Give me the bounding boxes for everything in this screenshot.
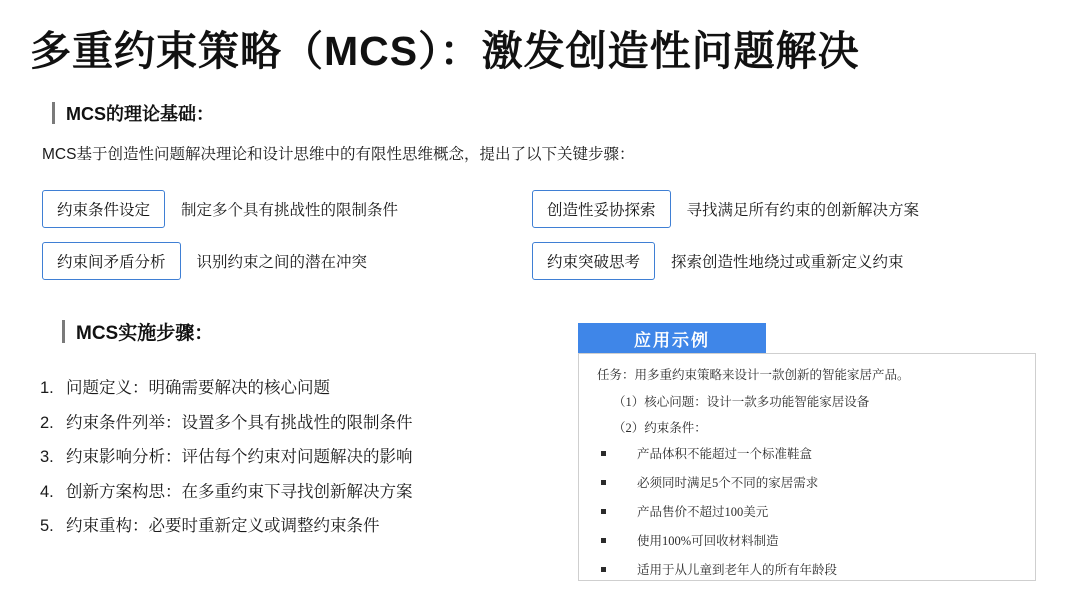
key-step-cell	[532, 190, 919, 228]
key-steps-row	[42, 190, 1042, 228]
key-step-box[interactable]: 约束突破思考	[532, 242, 655, 280]
key-step-desc: 探索创造性地绕过或重新定义约束	[671, 254, 904, 271]
key-step-cell	[42, 242, 532, 280]
list-item: 产品售价不超过100美元	[597, 505, 1017, 520]
key-step-box[interactable]: 约束条件设定	[42, 190, 165, 228]
key-steps-grid	[42, 190, 1042, 294]
key-step-cell	[42, 190, 532, 228]
section-heading-theory: MCS的理论基础：	[52, 100, 214, 126]
list-item: 必须同时满足5个不同的家居需求	[597, 476, 1017, 491]
example-sub-core-problem: （1）核心问题：设计一款多功能智能家居设备	[613, 395, 870, 409]
key-step-box[interactable]: 创造性妥协探索	[532, 190, 671, 228]
list-item-text: 约束影响分析：评估每个约束对问题解决的影响	[66, 448, 413, 466]
list-item-text: 约束重构：必要时重新定义或调整约束条件	[66, 517, 380, 535]
section-heading-implementation: MCS实施步骤：	[62, 318, 213, 345]
key-step-cell	[532, 242, 904, 280]
list-item	[40, 415, 560, 432]
list-item: 产品体积不能超过一个标准鞋盒	[597, 447, 1017, 462]
list-item-number: 1.	[40, 379, 54, 397]
theory-intro-text: MCS基于创造性问题解决理论和设计思维中的有限性思维概念，提出了以下关键步骤：	[42, 146, 635, 163]
list-item: 使用100%可回收材料制造	[597, 534, 1017, 549]
list-item-number: 2.	[40, 413, 54, 432]
list-item	[40, 484, 560, 501]
example-badge: 应用示例	[578, 323, 766, 353]
list-item-text: 问题定义：明确需要解决的核心问题	[66, 379, 330, 397]
list-item-text: 约束条件列举：设置多个具有挑战性的限制条件	[66, 413, 413, 432]
key-step-desc: 寻找满足所有约束的创新解决方案	[686, 202, 920, 219]
key-steps-row	[42, 242, 1042, 280]
example-sub-constraints: （2）约束条件：	[613, 421, 707, 435]
list-item-text: 创新方案构思：在多重约束下寻找创新解决方案	[66, 482, 413, 501]
key-step-box[interactable]: 约束间矛盾分析	[42, 242, 181, 280]
page-title: 多重约束策略（MCS）：激发创造性问题解决	[30, 28, 860, 74]
list-item: 适用于从儿童到老年人的所有年龄段	[597, 563, 1017, 578]
list-item	[40, 518, 560, 535]
list-item-number: 4.	[40, 482, 54, 501]
list-item	[40, 449, 560, 466]
implementation-list	[40, 380, 560, 553]
example-panel	[578, 353, 1036, 581]
list-item-number: 5.	[40, 517, 54, 535]
example-task: 任务：用多重约束策略来设计一款创新的智能家居产品。	[597, 368, 910, 382]
example-constraint-list	[597, 447, 1017, 578]
key-step-desc: 识别约束之间的潜在冲突	[196, 254, 368, 271]
list-item	[40, 380, 560, 397]
list-item-number: 3.	[40, 448, 54, 466]
key-step-desc: 制定多个具有挑战性的限制条件	[181, 202, 399, 219]
